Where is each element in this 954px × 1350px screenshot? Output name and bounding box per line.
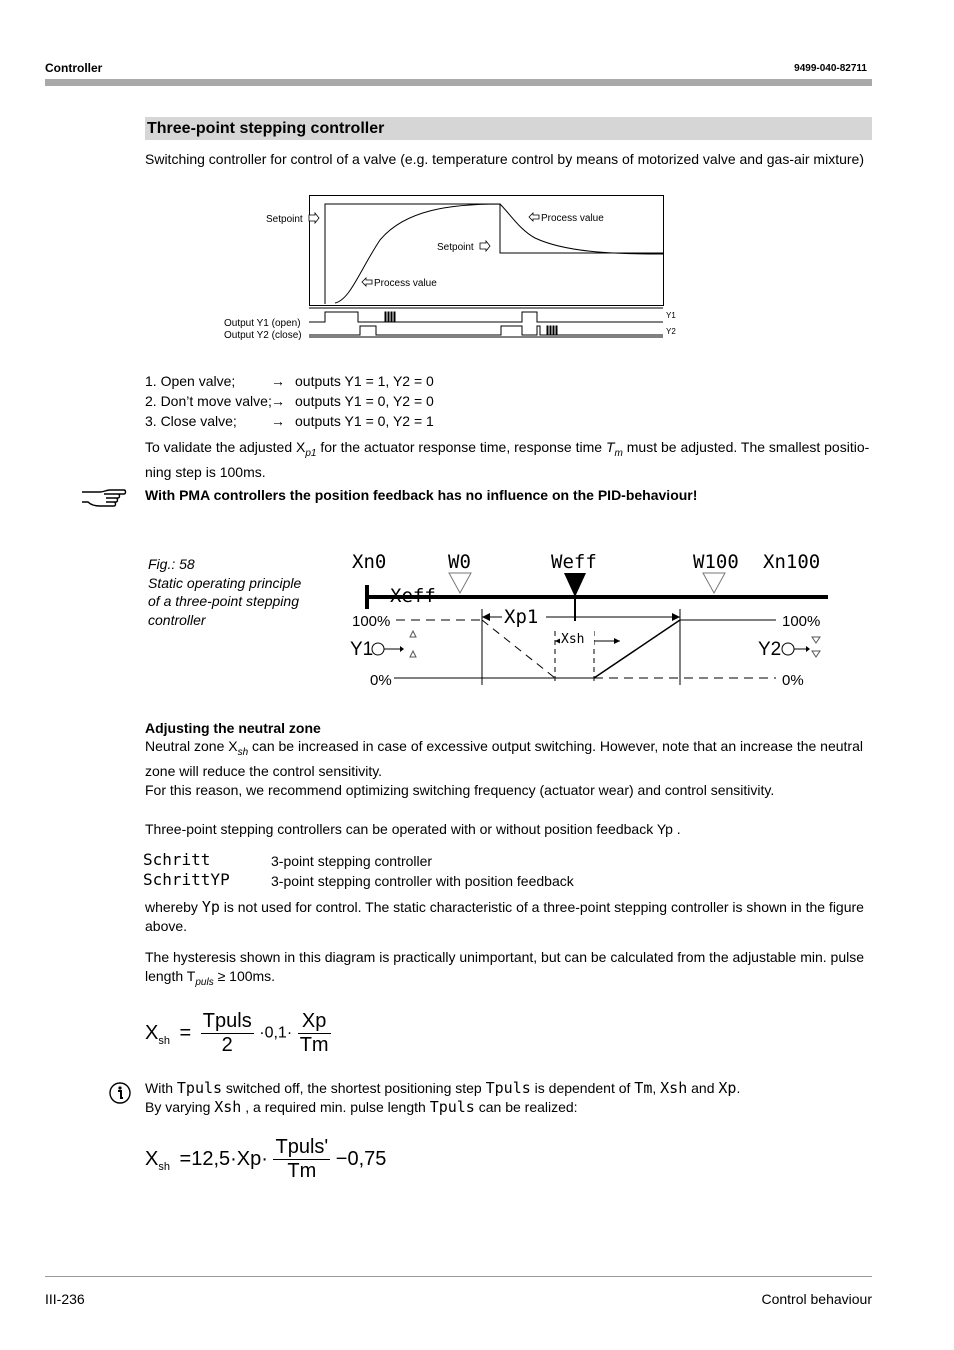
hysteresis-paragraph: The hysteresis shown in this diagram is practically unimportant, but can be calculated from the adjustable min. pulse length $T_{puls} \ge 100ms$.	[145, 949, 865, 988]
step-result: outputs Y1 = 0, Y2 = 1	[295, 413, 434, 429]
pct0-left: 0%	[370, 672, 392, 689]
label-weff: Weff	[551, 551, 597, 573]
process-arrow-1	[362, 278, 372, 286]
step-arrow: →	[271, 393, 285, 409]
pma-note: With PMA controllers the position feedback has no influence on the PID-behaviour!	[145, 487, 698, 503]
y1-up-icon	[410, 631, 416, 637]
y1-tag: Y1	[666, 311, 676, 320]
step-row-2	[145, 391, 565, 411]
y2-label: Y2	[758, 639, 782, 660]
process-label-2: Process value	[541, 213, 604, 224]
step-label: 2. Don’t move valve;	[145, 393, 272, 409]
w100-marker	[703, 573, 725, 593]
step-result: outputs Y1 = 0, Y2 = 0	[295, 393, 434, 409]
label-w100: W100	[693, 551, 739, 573]
pointing-hand-icon	[80, 486, 128, 512]
info-icon	[108, 1081, 132, 1105]
output-y1-signal	[309, 312, 663, 322]
y2-down-icon	[812, 637, 820, 643]
neutral-heading: Adjusting the neutral zone	[145, 720, 321, 736]
fig58-diagram	[340, 545, 840, 695]
section-title-bar	[145, 117, 872, 140]
weff-marker	[564, 573, 586, 597]
option-code-1: Schritt	[143, 850, 211, 869]
process-label-1: Process value	[374, 278, 437, 289]
output-y2-signal	[309, 326, 663, 335]
setpoint-label-2: Setpoint	[437, 242, 474, 253]
formula-1: $X_{sh}$ = $\frac{\text{Tpuls}}{2}$ ·0,1· $\frac{Xp}{Tm}$	[145, 1010, 329, 1056]
pct100-right: 100%	[782, 613, 821, 630]
fig58-caption: Fig.: 58 Static operating principle of a three-point stepping controller	[148, 556, 302, 628]
header-bar	[45, 79, 872, 86]
footer-divider	[45, 1276, 872, 1277]
header-section: Controller	[45, 61, 103, 75]
setpoint-arrow-1	[309, 213, 319, 223]
y2-tag: Y2	[666, 327, 676, 336]
doc-number: 9499-040-82711	[794, 63, 867, 74]
label-xp1: Xp1	[504, 606, 539, 628]
whereby-paragraph: whereby Yp is not used for control. The static characteristic of a three-point stepping controller is shown in the figure above.	[145, 898, 864, 934]
step-result: outputs Y1 = 1, Y2 = 0	[295, 373, 434, 389]
step-label: 3. Close valve;	[145, 413, 237, 429]
formula-2: $X_{sh} =12,5\cdot Xp\cdot$ $\frac{\text{Tpuls'}}{Tm}$ −0,75	[145, 1136, 387, 1182]
label-xsh: Xsh	[561, 632, 585, 647]
option-code-2: SchrittYP	[143, 870, 230, 889]
footer-section: Control behaviour	[761, 1291, 872, 1307]
output-y1-label: Output Y1 (open)	[224, 318, 301, 329]
label-xeff: Xeff	[390, 585, 436, 607]
step-arrow: →	[271, 413, 285, 429]
pct0-right: 0%	[782, 672, 804, 689]
w0-marker	[449, 573, 471, 593]
output-y2-label: Output Y2 (close)	[224, 330, 302, 341]
option-desc-2: 3-point stepping controller with position feedback	[271, 873, 574, 889]
label-xn100: Xn100	[763, 551, 821, 573]
setpoint-label-1: Setpoint	[266, 214, 303, 225]
step-row-3	[145, 411, 565, 431]
info-paragraph: With Tpuls switched off, the shortest positioning step Tpuls is dependent of Tm, Xsh and Xp. By varying Xsh , a required min. pulse length Tpuls can be realized:	[145, 1079, 741, 1116]
step-row-1	[145, 371, 565, 391]
setpoint-line	[325, 204, 663, 304]
pct100-left: 100%	[352, 613, 391, 630]
y1-label: Y1	[350, 639, 374, 660]
setpoint-arrow-2	[480, 241, 490, 251]
neutral-paragraph: Neutral zone $X_{sh}$ can be increased in case of excessive output switching. However, note that an increase the neutral zone will reduce the control sensitivity. For this reason, we recommend optimizing switching frequency (actuator wear) and control sensitivity.	[145, 738, 863, 798]
validate-paragraph: To validate the adjusted $X_{p1}$ for the actuator response time, response time $T_m$ must be adjusted. The smallest positio- ning step is 100ms.	[145, 439, 870, 480]
section-title: Three-point stepping controller	[147, 120, 385, 137]
page-number: III-236	[45, 1291, 85, 1307]
step-arrow: →	[271, 373, 285, 389]
label-xn0: Xn0	[352, 551, 387, 573]
intro-text: Switching controller for control of a valve (e.g. temperature control by means of motorized valve and gas-air mixture)	[145, 151, 864, 167]
option-desc-1: 3-point stepping controller	[271, 853, 433, 869]
label-w0: W0	[448, 551, 471, 573]
process-arrow-2	[529, 213, 539, 221]
step-label: 1. Open valve;	[145, 373, 236, 389]
controller-figure	[210, 190, 680, 345]
feedback-line: Three-point stepping controllers can be operated with or without position feedback Yp .	[145, 821, 681, 837]
